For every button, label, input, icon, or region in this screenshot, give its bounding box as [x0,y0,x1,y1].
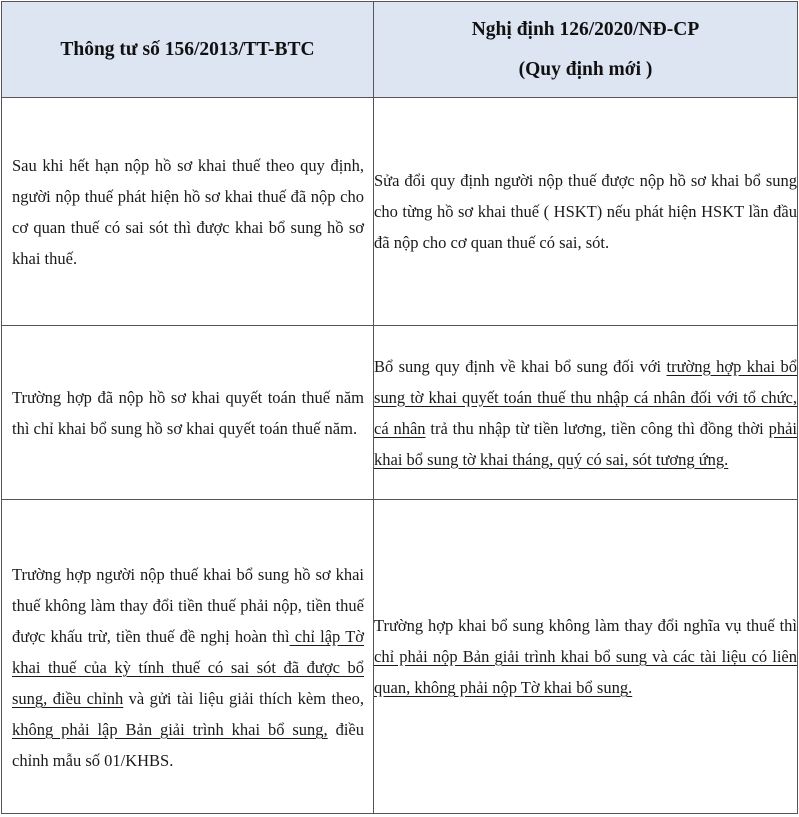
row3-old-underlined-1: chỉ lập Tờ khai thuế của kỳ tính thuế có sai sót đã được bổ sung, điều chỉnh [12,627,365,708]
row1-new-rule [374,98,798,326]
row1-old-text: Sau khi hết hạn nộp hồ sơ khai thuế theo quy định, người nộp thuế phát hiện hồ sơ khai thuế đã nộp cho cơ quan thuế có sai sót thì được khai bổ sung hồ sơ khai thuế. [12,155,364,268]
row3-old-rule [2,500,374,814]
header-right-title: Nghị định 126/2020/NĐ-CP [471,18,700,40]
row2-old-rule [2,326,374,500]
row3-new-underlined-1: chỉ phải nộp Bản giải trình khai bổ sung và các tài liệu có liên quan, không phải nộp Tờ khai bổ sung. [374,647,797,697]
row2-new-underlined-1: trường hợp khai bổ sung tờ khai quyết toán thuế thu nhập cá nhân đối với tổ chức, cá nhân [374,356,797,438]
row3-old-text-3: điều chỉnh mẫu số 01/KHBS. [12,720,364,770]
comparison-table [1,1,798,814]
header-right [374,2,798,98]
row3-new-rule [374,500,798,814]
header-right-subtitle: (Quy định mới ) [518,58,653,80]
header-row [2,2,798,98]
row3-old-text: Trường hợp người nộp thuế khai bổ sung hồ sơ khai thuế không làm thay đổi tiền thuế phải nộp, tiền thuế được khấu trừ, tiền thuế đề nghị hoàn thì [12,565,364,646]
row3-old-text-2: và gửi tài liệu giải thích kèm theo, [123,689,364,708]
row3-new-text: Trường hợp khai bổ sung không làm thay đổi nghĩa vụ thuế thì [374,616,797,635]
table-row [2,500,798,814]
table-row [2,98,798,326]
row3-old-underlined-2: không phải lập Bản giải trình khai bổ sung, [12,720,328,739]
header-left-title: Thông tư số 156/2013/TT-BTC [60,38,315,60]
row1-old-rule [2,98,374,326]
row2-new-underlined-2: phải khai bổ sung tờ khai tháng, quý có sai, sót tương ứng. [374,418,797,469]
row2-new-text: Bổ sung quy định về khai bổ sung đối với [374,356,667,376]
table-row [2,326,798,500]
row2-new-rule [374,326,798,500]
row2-new-text-2: trả thu nhập từ tiền lương, tiền công thì đồng thời [425,418,769,438]
row2-old-text: Trường hợp đã nộp hồ sơ khai quyết toán thuế năm thì chỉ khai bổ sung hồ sơ khai quyết toán thuế năm. [12,387,364,438]
row1-new-text: Sửa đổi quy định người nộp thuế được nộp hồ sơ khai bổ sung cho từng hồ sơ khai thuế ( HSKT) nếu phát hiện HSKT lần đầu đã nộp cho cơ quan thuế có sai, sót. [374,171,797,252]
header-left [2,2,374,98]
